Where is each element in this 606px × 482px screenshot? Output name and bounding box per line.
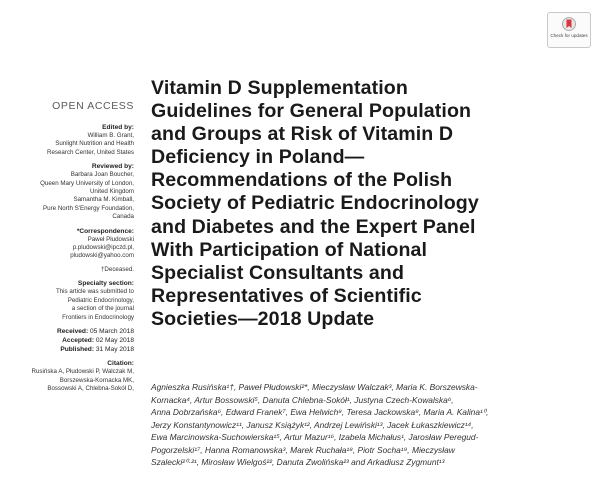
specialty-section (10, 280, 134, 322)
author-line: Jerzy Konstantynowicz¹¹, Janusz Książyk¹², Andrzej Lewiński¹³, Jacek Łukaszkiewicz¹⁴, (151, 419, 474, 430)
author-line: Ewa Marcinowska-Suchowierska¹⁵, Artur Mazur¹⁶, Izabela Michałus¹, Jarosław Peregud- (151, 432, 479, 442)
correspondence-email-link[interactable]: pludowski@yahoo.com (70, 252, 134, 260)
title-line: Societies—2018 Update (151, 307, 375, 330)
edited-by-heading: Edited by: (102, 124, 134, 131)
editor-line: Sunlight Nutrition and Health (55, 140, 134, 148)
title-line: Vitamin D Supplementation (151, 77, 408, 99)
author-list (151, 381, 591, 469)
specialty-heading: Specialty section: (77, 280, 134, 288)
citation-line: Borszewska-Kornacka MK, (59, 376, 134, 384)
open-access-label: OPEN ACCESS (52, 100, 134, 112)
correspondence-section (10, 228, 134, 275)
received-date-row (10, 328, 134, 337)
edited-by-section (10, 124, 134, 157)
accepted-date: 02 May 2018 (95, 336, 134, 344)
published-date: 31 May 2018 (95, 345, 134, 353)
reviewer-line: Pure North S'Energy Foundation, (43, 204, 134, 212)
article-dates (10, 328, 134, 354)
citation-heading: Citation: (107, 360, 134, 368)
published-label: Published: (60, 345, 95, 353)
author-line: Anna Dobrzańska⁶, Edward Franek⁷, Ewa Helwich⁸, Teresa Jackowska⁹, Maria A. Kalina¹⁰, (151, 407, 489, 417)
title-line: Society of Pediatric Endocrinology (151, 192, 479, 215)
specialty-line: Pediatric Endocrinology, (67, 296, 134, 304)
title-line: Specialist Consultants and (151, 261, 405, 284)
reviewed-by-section (10, 163, 134, 221)
author-line: Szalecki²⁰·²¹, Mirosław Wielgoś²², Danuta Zwolińska²³ and Arkadiusz Zygmunt¹³ (151, 457, 445, 467)
article-title (151, 77, 581, 331)
reviewer-line: Samantha M. Kimball, (73, 196, 134, 204)
reviewer-line: Canada (112, 213, 134, 221)
reviewed-by-heading: Reviewed by: (91, 163, 134, 171)
title-line: Deficiency in Poland— (151, 146, 365, 169)
title-line: Guidelines for General Population (151, 100, 472, 123)
author-line: Pogorzelski¹⁷, Hanna Romanowska³, Marek Ruchała¹⁸, Piotr Socha¹⁹, Mieczysław (151, 444, 455, 455)
reviewer-line: Barbara Joan Boucher, (70, 171, 134, 179)
citation-line: Rusińska A, Płudowski P, Walczak M, (31, 368, 134, 376)
citation-line: Bossowski A, Chlebna-Sokół D, (47, 385, 134, 393)
check-for-updates-label: Check for updates (550, 33, 588, 38)
correspondence-heading: *Correspondence: (76, 227, 134, 235)
received-date: 05 March 2018 (90, 327, 134, 335)
author-line: Kornacka⁴, Artur Bossowski⁵, Danuta Chlebna-Sokół¹, Justyna Czech-Kowalska⁶, (151, 394, 454, 405)
reviewer-line: United Kingdom (89, 188, 134, 196)
title-line: Recommendations of the Polish (151, 169, 453, 192)
correspondence-email-link[interactable]: p.pludowski@ipczd.pl, (72, 244, 134, 252)
title-line: With Participation of National (151, 238, 428, 261)
editor-line: William B. Grant, (87, 132, 134, 139)
specialty-line: Frontiers in Endocrinology (62, 313, 134, 321)
accepted-label: Accepted: (62, 336, 95, 344)
editor-line: Research Center, United States (46, 148, 134, 156)
correspondence-name: Paweł Płudowski (87, 235, 134, 243)
bookmark-icon (562, 16, 576, 32)
article-sidebar (10, 100, 134, 400)
title-line: and Diabetes and the Expert Panel (151, 215, 476, 238)
received-label: Received: (57, 327, 89, 335)
title-line: Representatives of Scientific (151, 284, 422, 307)
title-line: and Groups at Risk of Vitamin D (151, 123, 454, 146)
author-line: Agnieszka Rusińska¹†, Paweł Płudowski²*, Mieczysław Walczak³, Maria K. Borszewska- (151, 382, 478, 392)
citation-section (10, 360, 134, 393)
published-date-row (10, 346, 134, 355)
accepted-date-row (10, 337, 134, 346)
specialty-line: This article was submitted to (55, 288, 134, 296)
specialty-line: a section of the journal (71, 305, 134, 313)
check-for-updates-badge[interactable] (547, 12, 591, 48)
deceased-note: †Deceased. (100, 265, 134, 273)
reviewer-line: Queen Mary University of London, (40, 179, 134, 187)
